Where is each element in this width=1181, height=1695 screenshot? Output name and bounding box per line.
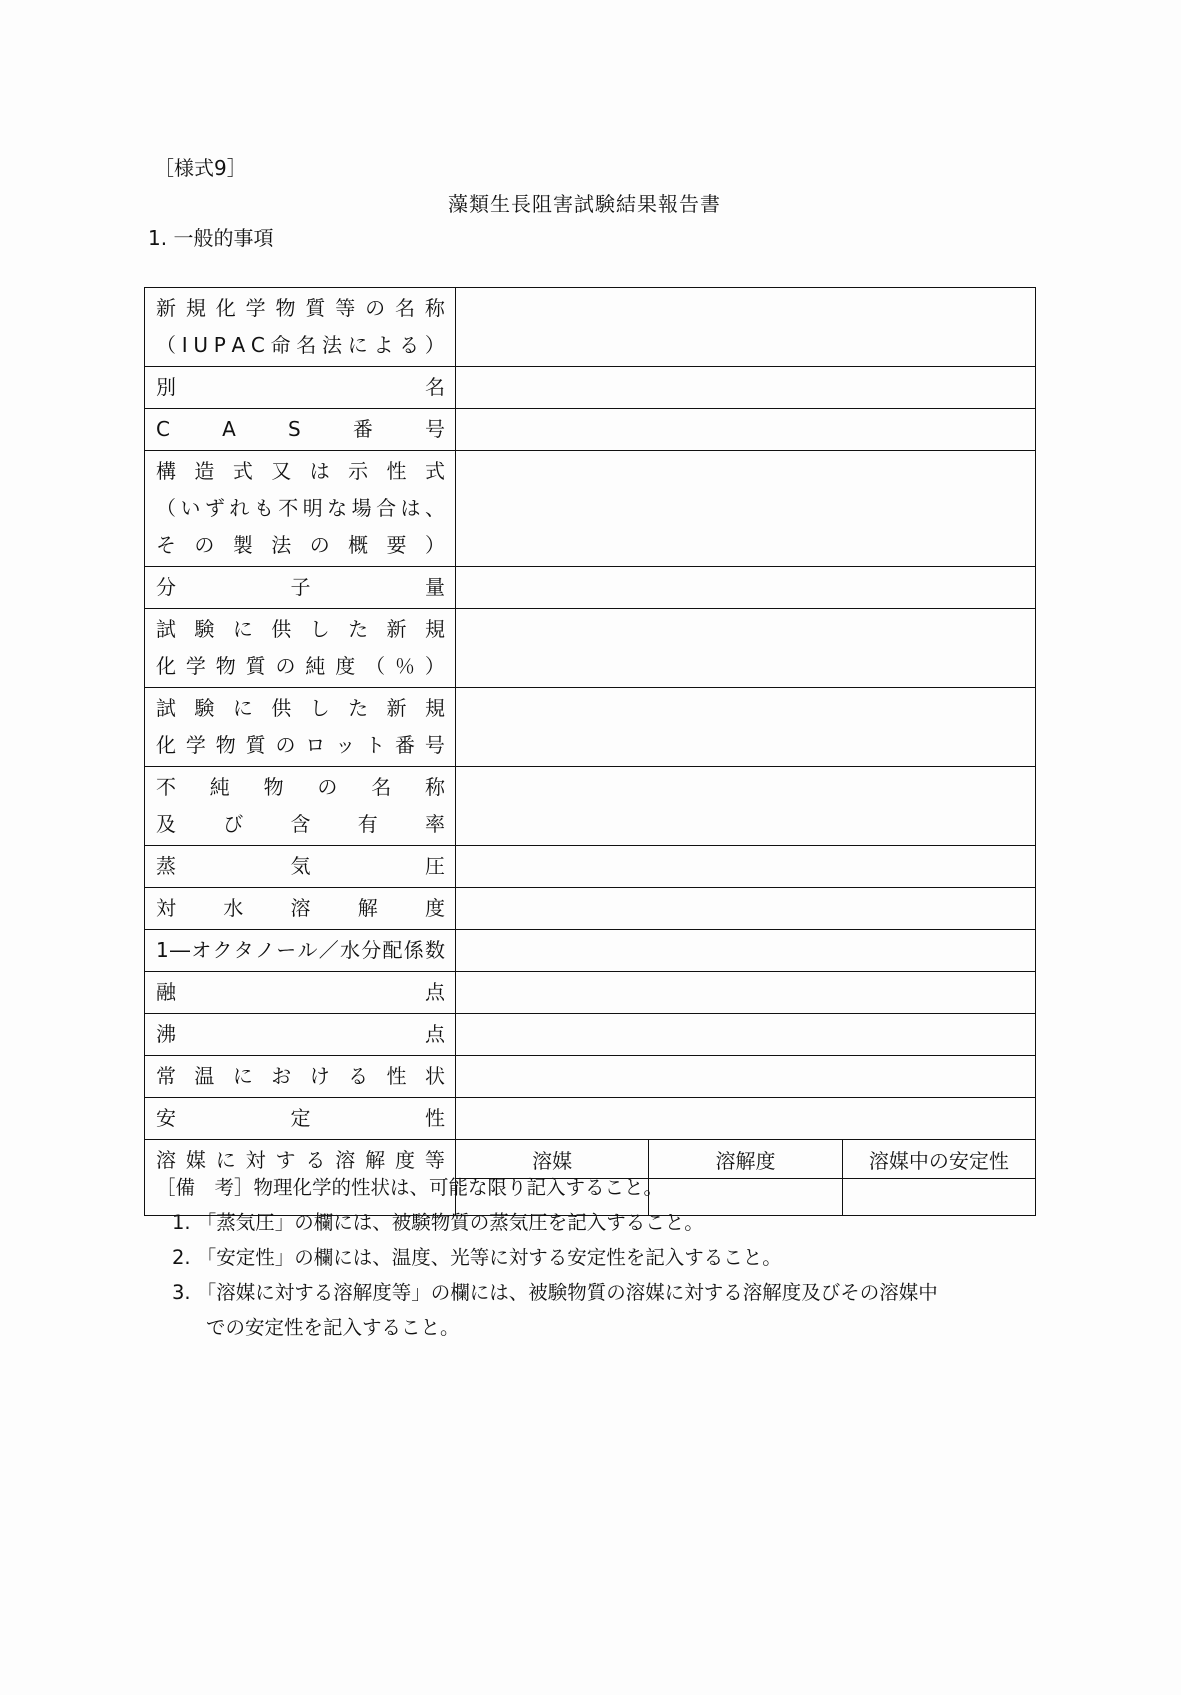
label-char: 構 (156, 459, 176, 483)
label-char: 要 (386, 533, 407, 557)
label-char: に (232, 617, 253, 641)
field-label (145, 409, 456, 451)
solubility-column-header: 溶解度 (649, 1140, 842, 1179)
label-char: た (348, 617, 369, 641)
label-char: オ (191, 938, 212, 962)
label-char: 度 (335, 654, 356, 678)
label-line (156, 848, 445, 885)
label-char: 製 (232, 533, 253, 557)
label-char: 験 (194, 617, 215, 641)
label-char: 質 (245, 733, 266, 757)
table-row (145, 767, 1036, 846)
label-char: 沸 (156, 1022, 176, 1046)
label-char: 子 (290, 575, 311, 599)
label-char: 配 (382, 938, 403, 962)
label-char: ロ (305, 733, 326, 757)
label-char: 規 (424, 696, 445, 720)
label-char: 新 (386, 696, 407, 720)
label-char: 規 (424, 617, 445, 641)
field-value[interactable] (456, 1056, 1036, 1098)
label-char: ） (424, 533, 445, 557)
label-char: 度 (395, 1148, 415, 1172)
table-row (145, 1056, 1036, 1098)
label-char: 供 (271, 696, 292, 720)
label-char: も (253, 496, 274, 520)
label-char: （ (156, 496, 176, 520)
label-char: 純 (209, 775, 230, 799)
field-value[interactable] (456, 767, 1036, 846)
label-char: 点 (425, 980, 445, 1004)
label-char: 法 (271, 533, 292, 557)
label-char: 物 (275, 296, 296, 320)
field-label (145, 367, 456, 409)
label-char: 分 (361, 938, 382, 962)
solubility-column-header: 溶媒中の安定性 (842, 1140, 1035, 1179)
solubility-column-header: 溶媒 (456, 1140, 649, 1179)
label-char: 化 (156, 733, 176, 757)
label-char: 規 (185, 296, 206, 320)
label-char: 、 (424, 496, 445, 520)
label-line (156, 369, 445, 406)
label-line (156, 890, 445, 927)
field-value[interactable] (456, 930, 1036, 972)
label-char: 圧 (425, 854, 445, 878)
label-char: ― (169, 938, 190, 962)
label-char: 1 (156, 938, 169, 962)
label-char: の (194, 533, 215, 557)
label-char: 明 (302, 496, 323, 520)
label-char: ） (424, 654, 445, 678)
label-char: ッ (335, 733, 356, 757)
label-char: け (309, 1064, 330, 1088)
label-char: ず (204, 496, 225, 520)
label-char: ク (212, 938, 233, 962)
label-char: （ (156, 333, 176, 357)
label-char: よ (373, 333, 394, 357)
label-char: 不 (278, 496, 299, 520)
label-char: ー (276, 938, 297, 962)
table-row (145, 567, 1036, 609)
label-char: 対 (156, 896, 176, 920)
label-char: 数 (424, 938, 445, 962)
label-char: 分 (156, 575, 176, 599)
label-char: お (271, 1064, 292, 1088)
field-label (145, 288, 456, 367)
label-char: 融 (156, 980, 176, 1004)
label-char: U (193, 333, 208, 357)
label-char: 温 (194, 1064, 215, 1088)
label-char: の (365, 296, 386, 320)
label-char: 不 (156, 775, 176, 799)
label-char: 示 (348, 459, 369, 483)
label-char: 定 (290, 1106, 311, 1130)
label-char: （ (365, 654, 386, 678)
label-char: は (309, 459, 330, 483)
label-line (156, 690, 445, 727)
field-label (145, 451, 456, 567)
label-char: 学 (245, 296, 266, 320)
field-label (145, 609, 456, 688)
label-char: 率 (425, 812, 445, 836)
field-value[interactable] (456, 451, 1036, 567)
label-char: の (309, 533, 330, 557)
field-value[interactable] (456, 888, 1036, 930)
field-label (145, 1098, 456, 1140)
table-row (145, 609, 1036, 688)
table-row (145, 1098, 1036, 1140)
label-line (156, 648, 445, 685)
label-char: 水 (223, 896, 244, 920)
label-char: る (399, 333, 420, 357)
remarks (156, 1170, 938, 1345)
remark-item: 3. 「溶媒に対する溶解度等」の欄には、被験物質の溶媒に対する溶解度及びその溶媒中 (172, 1281, 938, 1304)
label-char: 水 (339, 938, 360, 962)
label-char: の (275, 733, 296, 757)
label-char: 性 (386, 459, 407, 483)
label-char: い (180, 496, 201, 520)
label-char: A (222, 417, 236, 441)
label-line (156, 932, 445, 969)
label-line (156, 527, 445, 564)
label-char: 溶 (156, 1148, 176, 1172)
label-char: S (287, 417, 301, 441)
label-char: し (309, 617, 330, 641)
field-value[interactable] (456, 688, 1036, 767)
label-line (156, 974, 445, 1011)
table-row (145, 451, 1036, 567)
label-char: 式 (232, 459, 253, 483)
label-char: C (156, 417, 170, 441)
label-char: 解 (365, 1148, 386, 1172)
label-char: 命 (270, 333, 291, 357)
label-line (156, 453, 445, 490)
label-char: 名 (371, 775, 392, 799)
label-char: 質 (245, 654, 266, 678)
label-char: 質 (305, 296, 326, 320)
label-char: 媒 (185, 1148, 206, 1172)
label-char: 溶 (335, 1148, 356, 1172)
label-char: 造 (194, 459, 215, 483)
label-char: 化 (156, 654, 176, 678)
label-line (156, 1016, 445, 1053)
label-line (156, 290, 445, 327)
field-value[interactable] (456, 288, 1036, 367)
label-char: A (231, 333, 246, 357)
label-char: に (347, 333, 368, 357)
label-char: 対 (245, 1148, 266, 1172)
label-char: ル (297, 938, 318, 962)
label-char: 名 (425, 375, 445, 399)
field-label (145, 1014, 456, 1056)
label-char: は (400, 496, 421, 520)
label-char: P (213, 333, 226, 357)
label-char: 番 (352, 417, 373, 441)
label-char: 化 (215, 296, 236, 320)
field-value[interactable] (456, 367, 1036, 409)
table-row (145, 409, 1036, 451)
label-char: ト (365, 733, 386, 757)
label-char: そ (156, 533, 176, 557)
label-line (156, 411, 445, 448)
field-label (145, 688, 456, 767)
label-char: に (215, 1148, 236, 1172)
label-char: 供 (271, 617, 292, 641)
label-char: 号 (424, 733, 445, 757)
table-row (145, 972, 1036, 1014)
label-char: 法 (322, 333, 343, 357)
label-char: 等 (335, 296, 356, 320)
label-char: 有 (357, 812, 378, 836)
label-char: 番 (395, 733, 415, 757)
field-value[interactable] (456, 1014, 1036, 1056)
label-char: 新 (156, 296, 176, 320)
label-char: ／ (318, 938, 339, 962)
label-char: 名 (296, 333, 317, 357)
label-char: 合 (376, 496, 397, 520)
label-line (156, 611, 445, 648)
field-value[interactable] (456, 972, 1036, 1014)
label-char: 物 (215, 654, 236, 678)
remark-item-continuation: での安定性を記入すること。 (206, 1316, 460, 1339)
label-char: 常 (156, 1064, 176, 1088)
field-value[interactable] (456, 567, 1036, 609)
label-char: 又 (271, 459, 292, 483)
label-char: 称 (424, 775, 445, 799)
label-char: 試 (156, 617, 176, 641)
label-char: 学 (185, 733, 206, 757)
document-title: 藻類生長阻害試験結果報告書 (448, 192, 721, 216)
section-heading: 1. 一般的事項 (148, 226, 274, 250)
label-char: 及 (156, 812, 176, 836)
table-row (145, 288, 1036, 367)
label-char: 学 (185, 654, 206, 678)
label-char: 係 (403, 938, 424, 962)
label-char: 新 (386, 617, 407, 641)
field-label (145, 888, 456, 930)
label-char: I (181, 333, 188, 357)
remark-item: 1. 「蒸気圧」の欄には、被験物質の蒸気圧を記入すること。 (172, 1211, 704, 1234)
field-label (145, 930, 456, 972)
label-char: た (348, 696, 369, 720)
table-row (145, 367, 1036, 409)
field-label (145, 767, 456, 846)
label-char: 度 (425, 896, 445, 920)
label-char: 蒸 (156, 854, 176, 878)
table-row (145, 930, 1036, 972)
label-char: る (305, 1148, 326, 1172)
label-char: の (317, 775, 338, 799)
label-char: な (327, 496, 348, 520)
field-value[interactable] (456, 1098, 1036, 1140)
table-row (145, 846, 1036, 888)
label-char: す (275, 1148, 296, 1172)
label-char: 状 (424, 1064, 445, 1088)
label-char: し (309, 696, 330, 720)
label-char: C (250, 333, 265, 357)
field-value[interactable] (456, 409, 1036, 451)
label-char: 試 (156, 696, 176, 720)
label-line (156, 327, 445, 364)
label-char: 性 (386, 1064, 407, 1088)
remarks-intro: ［備 考］物理化学的性状は、可能な限り記入すること。 (156, 1176, 664, 1199)
form-number: ［様式9］ (154, 156, 247, 180)
label-char: 式 (424, 459, 445, 483)
label-char: 量 (425, 575, 445, 599)
label-char: る (348, 1064, 369, 1088)
label-char: ノ (254, 938, 275, 962)
field-label (145, 567, 456, 609)
label-char: に (232, 1064, 253, 1088)
label-char: 物 (263, 775, 284, 799)
label-line (156, 806, 445, 843)
label-char: 場 (351, 496, 372, 520)
label-char: 号 (424, 417, 445, 441)
table-row (145, 688, 1036, 767)
label-char: 概 (348, 533, 369, 557)
label-char: 点 (425, 1022, 445, 1046)
label-line (156, 1100, 445, 1137)
label-char: の (275, 654, 296, 678)
label-char: ％ (395, 654, 415, 678)
field-label (145, 846, 456, 888)
label-line (156, 569, 445, 606)
label-line (156, 490, 445, 527)
label-char: 験 (194, 696, 215, 720)
table-row (145, 1014, 1036, 1056)
label-char: 物 (215, 733, 236, 757)
label-char: れ (229, 496, 250, 520)
label-char: 名 (395, 296, 415, 320)
label-char: に (232, 696, 253, 720)
table-row (145, 888, 1036, 930)
label-char: タ (233, 938, 254, 962)
remark-item: 2. 「安定性」の欄には、温度、光等に対する安定性を記入すること。 (172, 1246, 782, 1269)
general-info-table (144, 287, 1036, 1216)
field-label (145, 1056, 456, 1098)
field-value[interactable] (456, 846, 1036, 888)
label-char: ） (424, 333, 445, 357)
label-char: 純 (305, 654, 326, 678)
label-char: 安 (156, 1106, 176, 1130)
label-char: 含 (290, 812, 311, 836)
label-char: 性 (425, 1106, 445, 1130)
field-label (145, 972, 456, 1014)
label-char: 溶 (290, 896, 311, 920)
label-char: 称 (424, 296, 445, 320)
label-line (156, 1058, 445, 1095)
label-char: び (223, 812, 244, 836)
label-char: 解 (357, 896, 378, 920)
label-line (156, 769, 445, 806)
label-char: 別 (156, 375, 176, 399)
label-line (156, 727, 445, 764)
field-value[interactable] (456, 609, 1036, 688)
label-char: 気 (290, 854, 311, 878)
label-char: 等 (424, 1148, 445, 1172)
